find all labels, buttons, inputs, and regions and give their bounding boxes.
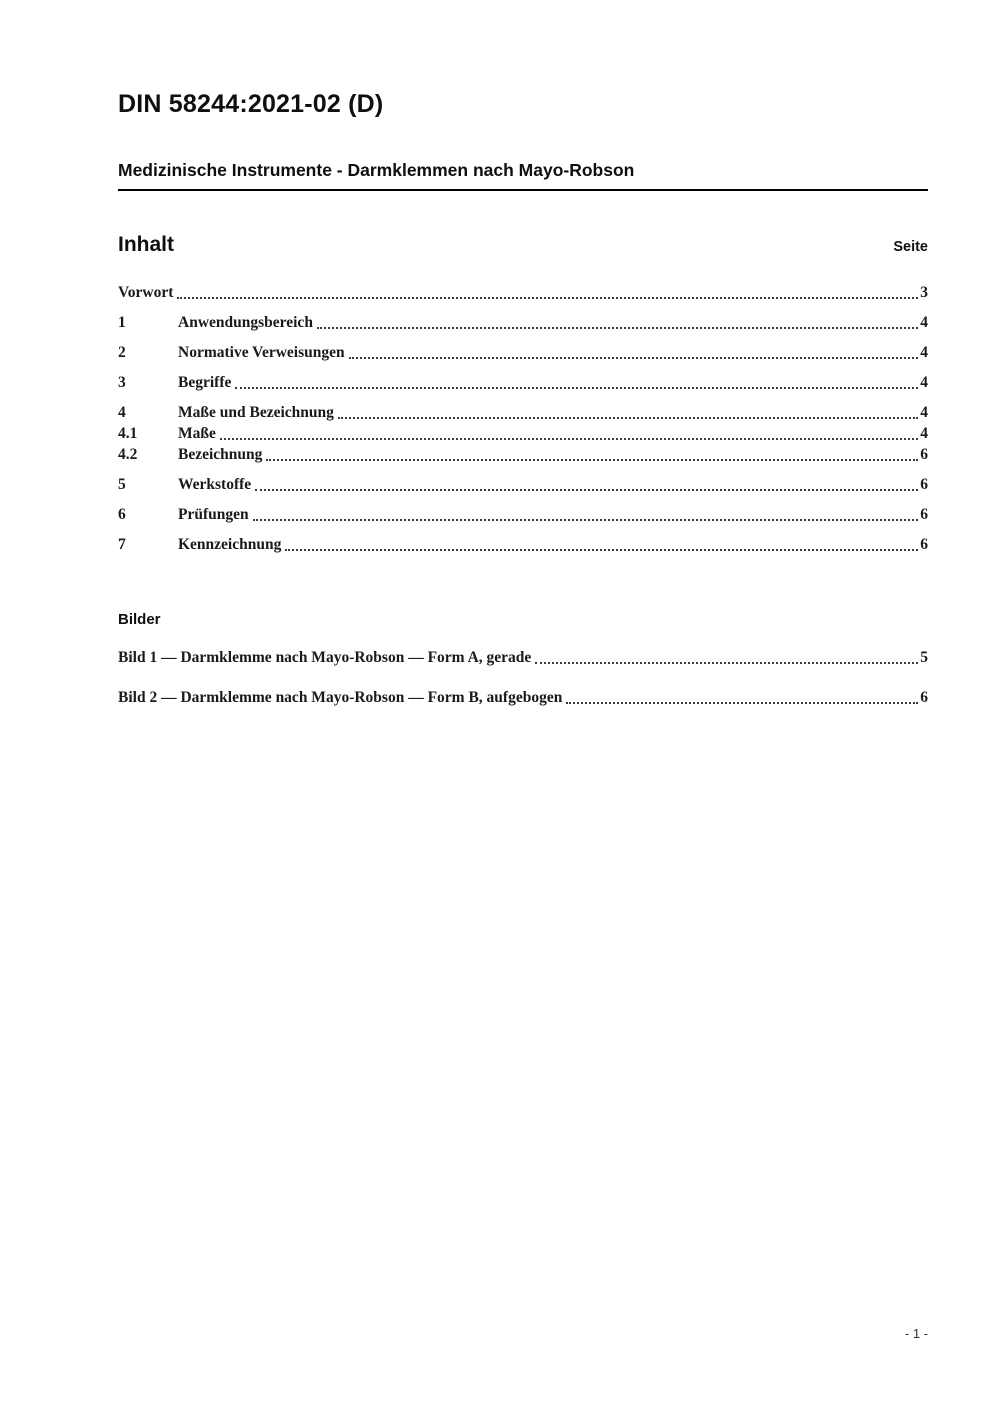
page-column-label: Seite [893, 239, 928, 255]
toc-dot-leader [285, 549, 918, 551]
toc-entry-title: Maße und Bezeichnung [178, 404, 334, 421]
toc-entry-title: Maße [178, 425, 216, 442]
toc-entry-title: Werkstoffe [178, 476, 252, 493]
toc-entry [118, 424, 928, 444]
toc-dot-leader [566, 702, 918, 704]
toc-entry [118, 313, 928, 333]
toc-dot-leader [253, 519, 919, 521]
toc-entry-number: 4.2 [118, 446, 138, 463]
toc-entry-page: 6 [920, 506, 928, 523]
figure-entry [118, 648, 928, 668]
figures-list [118, 648, 928, 708]
toc-entry-number: 3 [118, 374, 126, 391]
toc-entry [118, 475, 928, 495]
toc-dot-leader [220, 438, 918, 440]
figure-entry-page: 6 [920, 689, 928, 706]
toc-entry-page: 4 [920, 314, 928, 331]
toc-entry-page: 4 [920, 344, 928, 361]
figure-entry-title: Bild 2 — Darmklemme nach Mayo-Robson — Form B, aufgebogen [118, 689, 563, 706]
page-number-footer: - 1 - [904, 1326, 928, 1341]
figure-entry [118, 688, 928, 708]
toc-dot-leader [349, 357, 919, 359]
toc-heading: Inhalt [118, 233, 174, 256]
toc-entry-title: Anwendungsbereich [178, 314, 313, 331]
toc-dot-leader [177, 297, 918, 299]
toc-dot-leader [266, 459, 918, 461]
toc-entry-page: 3 [920, 284, 928, 301]
page-content [118, 90, 928, 708]
toc-entry [118, 373, 928, 393]
toc-entry-number: 7 [118, 536, 126, 553]
toc-entry-page: 6 [920, 476, 928, 493]
toc-entry-title: Normative Verweisungen [178, 344, 345, 361]
toc-entry-title: Bezeichnung [178, 446, 263, 463]
toc-entry [118, 343, 928, 363]
toc-dot-leader [338, 417, 918, 419]
toc-dot-leader [535, 662, 918, 664]
toc-entry-number: 4.1 [118, 425, 138, 442]
toc-entry [118, 283, 928, 303]
toc-header [118, 233, 928, 257]
toc-entry-title: Vorwort [118, 284, 174, 301]
toc-entry-number: 6 [118, 506, 126, 523]
toc-entry-number: 5 [118, 476, 126, 493]
toc-entry-number: 2 [118, 344, 126, 361]
toc-entry-page: 4 [920, 374, 928, 391]
toc-entry [118, 535, 928, 555]
figure-entry-title: Bild 1 — Darmklemme nach Mayo-Robson — Form A, gerade [118, 649, 532, 666]
toc-entry [118, 445, 928, 465]
toc-entry-page: 6 [920, 536, 928, 553]
toc-entry [118, 403, 928, 423]
toc-dot-leader [255, 489, 918, 491]
figures-heading: Bilder [118, 611, 161, 628]
toc-dot-leader [317, 327, 918, 329]
toc-entry-page: 4 [920, 425, 928, 442]
figure-entry-page: 5 [920, 649, 928, 666]
toc-entry-page: 4 [920, 404, 928, 421]
toc-dot-leader [235, 387, 918, 389]
doc-title: Medizinische Instrumente - Darmklemmen nach Mayo-Robson [118, 160, 928, 191]
toc-entry-title: Prüfungen [178, 506, 249, 523]
doc-number: DIN 58244:2021-02 (D) [118, 90, 384, 118]
toc-entry-number: 4 [118, 404, 126, 421]
toc-entry [118, 505, 928, 525]
toc-entry-page: 6 [920, 446, 928, 463]
toc-entry-number: 1 [118, 314, 126, 331]
toc-list [118, 283, 928, 555]
toc-entry-title: Begriffe [178, 374, 232, 391]
toc-entry-title: Kennzeichnung [178, 536, 282, 553]
